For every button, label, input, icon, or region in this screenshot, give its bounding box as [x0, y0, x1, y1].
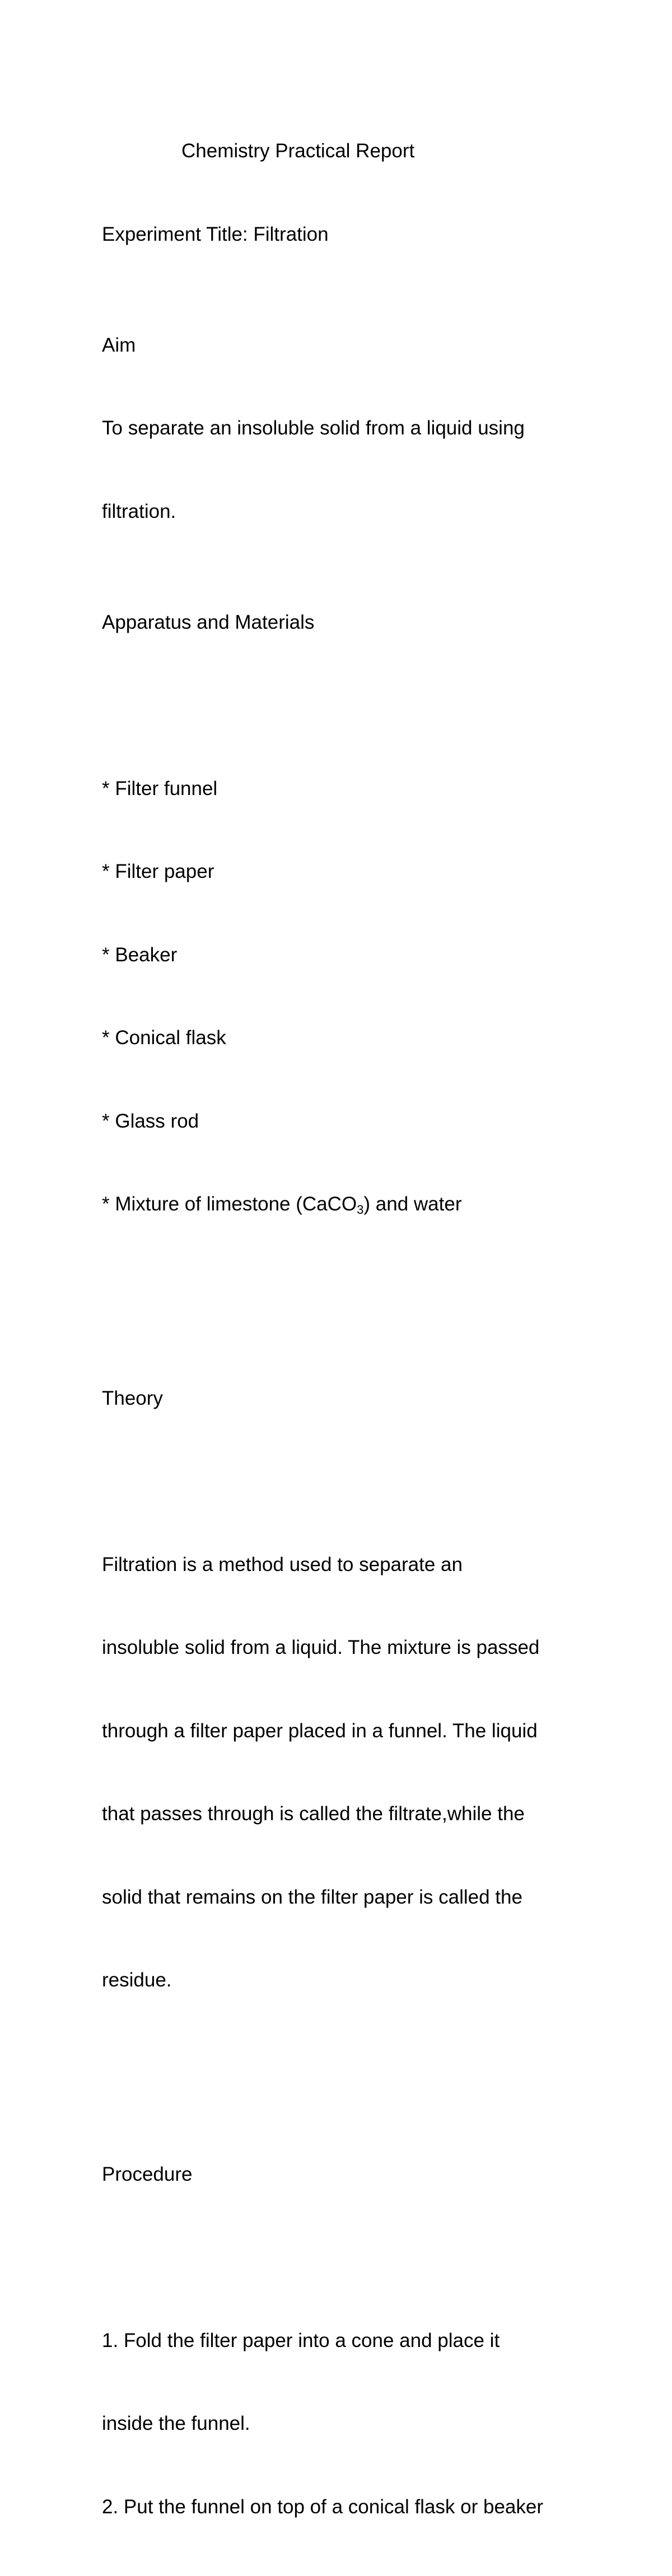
procedure-line: 1. Fold the filter paper into a cone and place it	[102, 2329, 500, 2351]
report-title: Chemistry Practical Report	[181, 140, 415, 162]
aim-line-1: To separate an insoluble solid from a liquid using	[102, 417, 525, 439]
apparatus-item: * Conical flask	[102, 1027, 226, 1049]
blank-line	[102, 2243, 606, 2271]
blank-line	[102, 1467, 606, 1495]
formula-subscript: 3	[357, 1203, 364, 1217]
apparatus-item-mixture	[102, 1190, 606, 1218]
mixture-text-suffix: ) and water	[363, 1193, 462, 1215]
blank-line	[102, 2050, 606, 2078]
experiment-title: Experiment Title: Filtration	[102, 223, 329, 245]
theory-line: that passes through is called the filtrate,while the	[102, 1803, 525, 1825]
theory-line: through a filter paper placed in a funnel. The liquid	[102, 1719, 538, 1742]
apparatus-heading: Apparatus and Materials	[102, 611, 315, 633]
apparatus-item: * Beaker	[102, 943, 178, 966]
theory-line: residue.	[102, 1969, 172, 1991]
blank-line	[102, 1274, 606, 1302]
blank-line	[102, 691, 606, 719]
apparatus-item: * Filter funnel	[102, 777, 218, 800]
mixture-text-prefix: * Mixture of limestone (CaCO	[102, 1193, 357, 1215]
procedure-line: 2. Put the funnel on top of a conical flask or beaker	[102, 2495, 543, 2518]
theory-line: insoluble solid from a liquid. The mixture is passed	[102, 1637, 540, 1658]
procedure-line: inside the funnel.	[102, 2413, 250, 2434]
procedure-heading: Procedure	[102, 2163, 193, 2185]
report-body	[102, 82, 606, 2576]
theory-line: Filtration is a method used to separate an	[102, 1553, 463, 1575]
aim-line-2: filtration.	[102, 500, 176, 522]
aim-heading: Aim	[102, 334, 136, 356]
apparatus-item: * Filter paper	[102, 861, 214, 882]
theory-line: solid that remains on the filter paper is called the	[102, 1886, 522, 1908]
theory-heading: Theory	[102, 1387, 163, 1409]
apparatus-item: * Glass rod	[102, 1110, 199, 1132]
